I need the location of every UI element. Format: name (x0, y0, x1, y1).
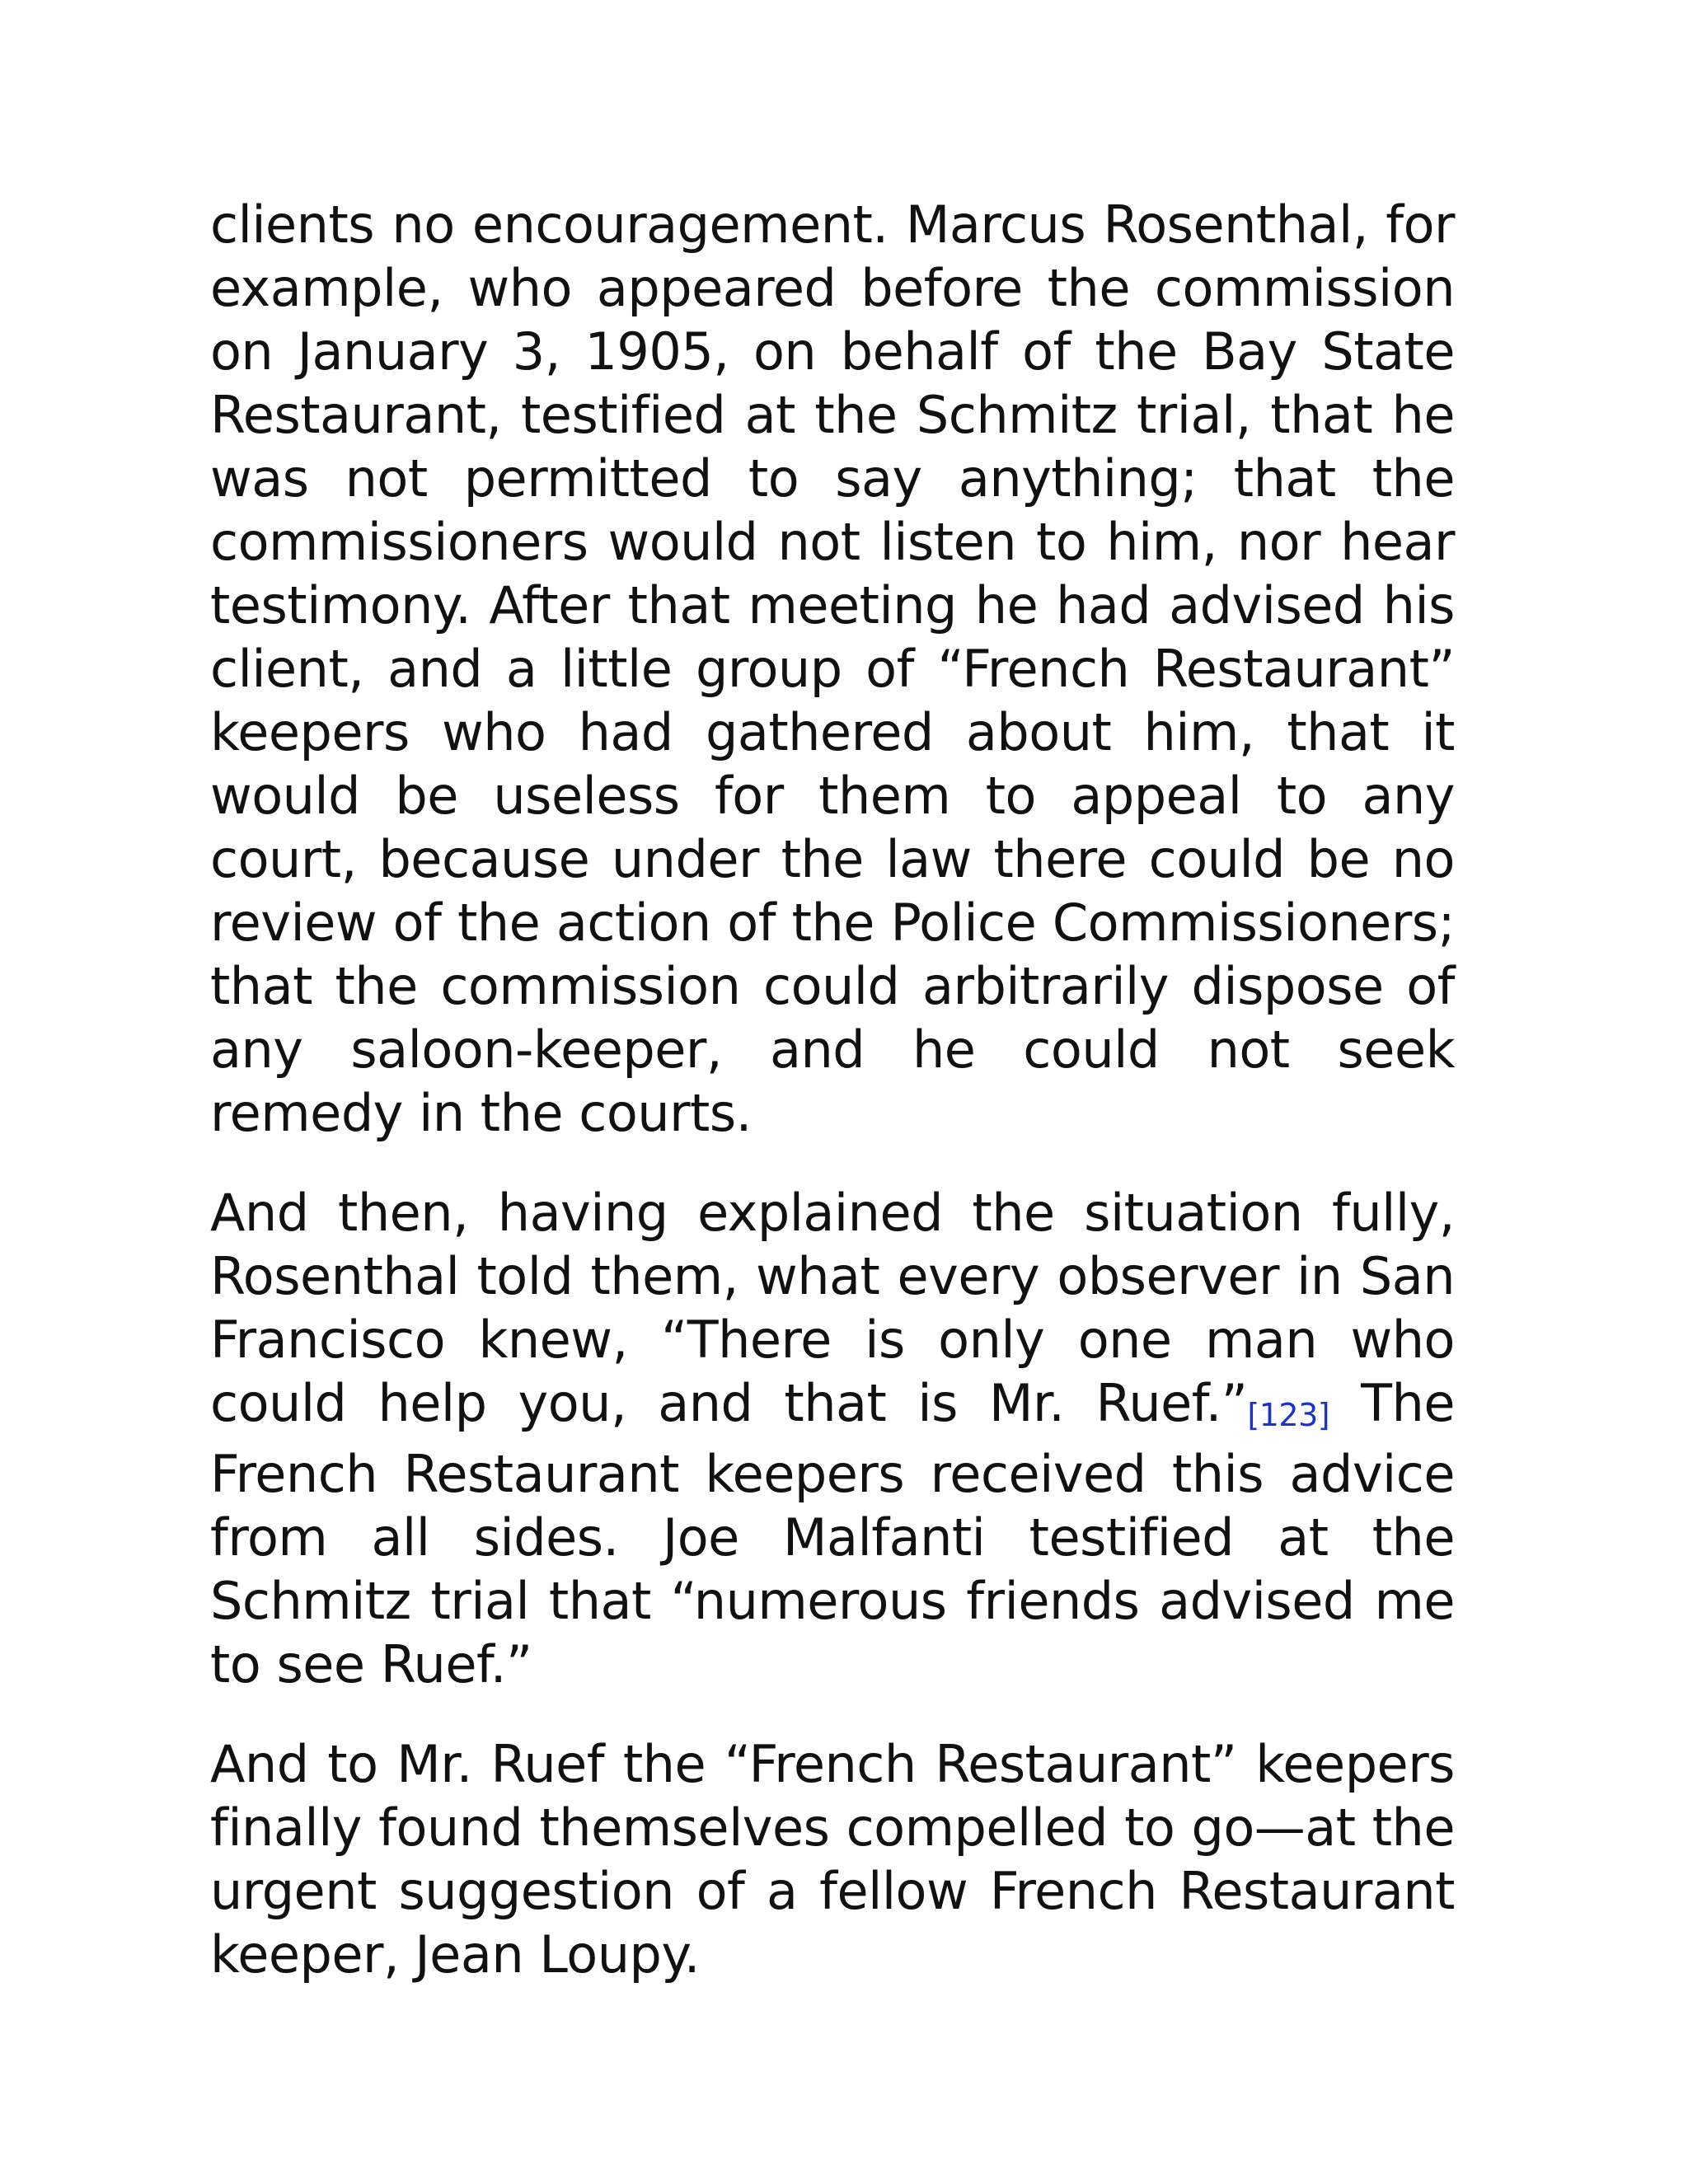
paragraph-2-text-after: The French Restaurant keepers received this advice from all sides. Joe Malfanti testified at the Schmitz trial that “numerous friends advised me to see Ruef.” (210, 1373, 1455, 1694)
paragraph-2-text-before: And then, having explained the situation fully, Rosenthal told them, what every observer in San Francisco knew, “There is only one man who could help you, and that is Mr. Ruef.” (210, 1183, 1455, 1433)
paragraph-3-text: And to Mr. Ruef the “French Restaurant” keepers finally found themselves compelled to go—at the urgent suggestion of a fellow French Restaurant keeper, Jean Loupy. (210, 1734, 1455, 1985)
paragraph-2 (210, 1181, 1455, 1696)
paragraph-3 (210, 1732, 1455, 1986)
paragraph-1-text: clients no encouragement. Marcus Rosenthal, for example, who appeared before the commission on January 3, 1905, on behalf of the Bay State Restaurant, testified at the Schmitz trial, that he was not permitted to say anything; that the commissioners would not listen to him, nor hear testimony. After that meeting he had advised his client, and a little group of “French Restaurant” keepers who had gathered about him, that it would be useless for them to appeal to any court, because under the law there could be no review of the action of the Police Commissioners; that the commission could arbitrarily dispose of any saloon-keeper, and he could not seek remedy in the courts. (210, 194, 1455, 1143)
page-body (210, 193, 1455, 2022)
paragraph-1 (210, 193, 1455, 1145)
footnote-link-123[interactable]: [123] (1247, 1397, 1330, 1433)
